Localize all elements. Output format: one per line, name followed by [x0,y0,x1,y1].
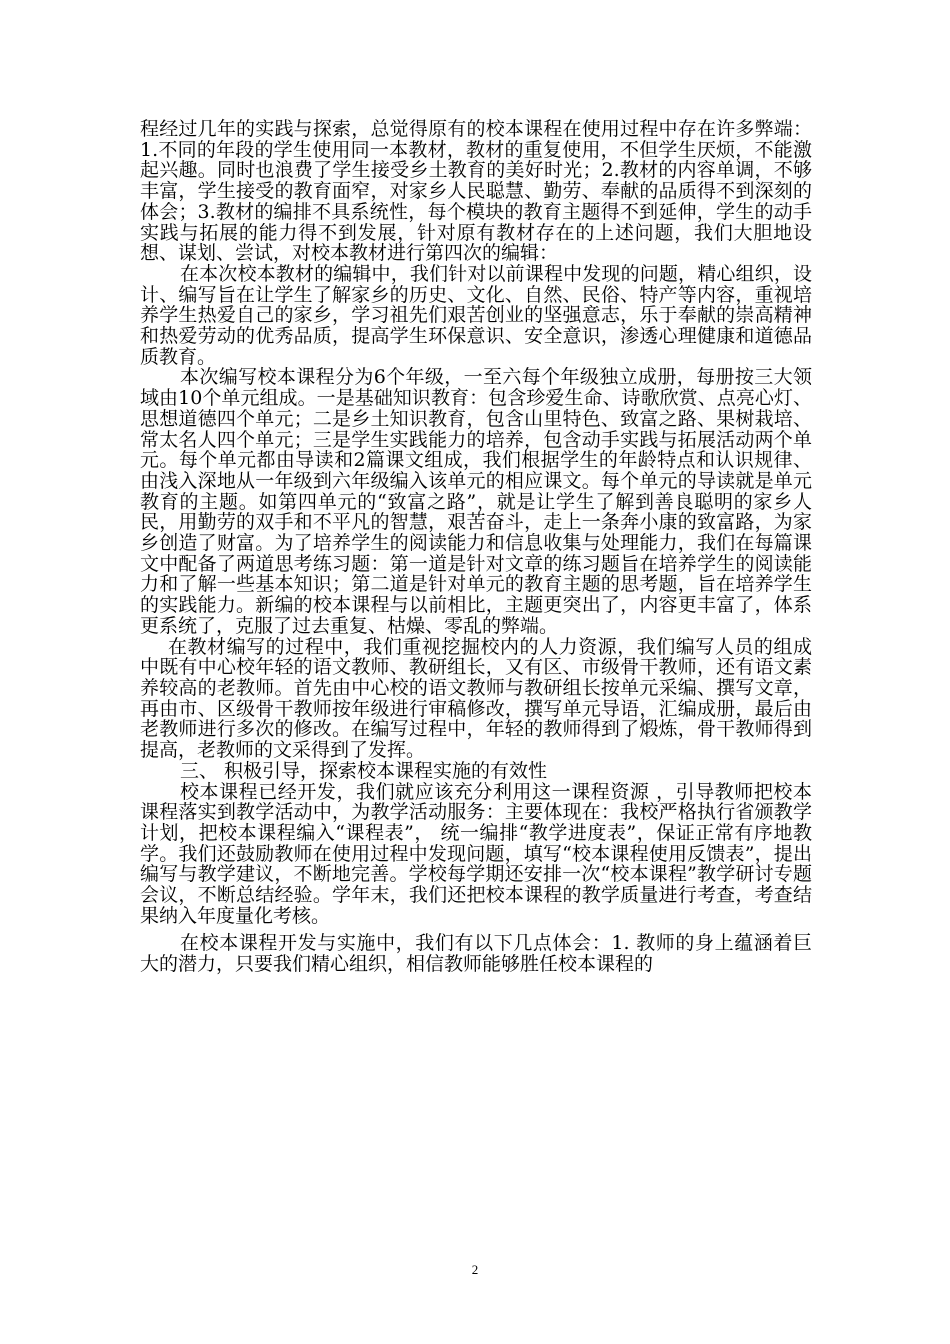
paragraph-editorial-team: 在教材编写的过程中，我们重视挖掘校内的人力资源，我们编写人员的组成中既有中心校年轻的语文教师、教研组长，又有区、市级骨干教师，还有语文素养较高的老教师。首先由中心校的语文教师与教研组长按单元采编、撰写文章，再由市、区级骨干教师按年级进行审稿修改，撰写单元导语，汇编成册，最后由老教师进行多次的修改。在编写过程中，年轻的教师得到了煅炼，骨干教师得到提高，老教师的文采得到了发挥。 [140,635,812,762]
paragraph-continuation: 程经过几年的实践与探索，总觉得原有的校本课程在使用过程中存在许多弊端：1.不同的年段的学生使用同一本教材，教材的重复使用，不但学生厌烦，不能激起兴趣。同时也浪费了学生接受乡土教育的美好时光；2.教材的内容单调，不够丰富，学生接受的教育面窄，对家乡人民聪慧、勤劳、奉献的品质得不到深刻的体会；3.教材的编排不具系统性，每个模块的教育主题得不到延伸，学生的动手实践与拓展的能力得不到发展，针对原有教材存在的上述问题，我们大胆地设想、谋划、尝试，对校本教材进行第四次的编辑： [140,118,812,265]
paragraph-textbook-editing: 在本次校本教材的编辑中，我们针对以前课程中发现的问题，精心组织，设计、编写旨在让学生了解家乡的历史、文化、自然、民俗、特产等内容，重视培养学生热爱自己的家乡，学习祖先们艰苦创业的坚强意志，乐于奉献的崇高精神和热爱劳动的优秀品质，提高学生环保意识、安全意识，渗透心理健康和道德品质教育。 [140,262,812,368]
document-body [140,119,812,975]
page-number: 2 [471,1262,479,1277]
paragraph-implementation: 校本课程已经开发，我们就应该充分利用这一课程资源 ，引导教师把校本课程落实到教学活动中，为教学活动服务：主要体现在：我校严格执行省颁教学计划，把校本课程编入“课程表”， 统一编排“教学进度表”，保证正常有序地教学。我们还鼓励教师在使用过程中发现问题，填写“校本课程使用反馈表”，提出编写与教学建议，不断地完善。学校每学期还安排一次“校本课程”教学研讨专题会议，不断总结经验。学年末，我们还把校本课程的教学质量进行考查，考查结果纳入年度量化考核。 [140,780,812,927]
paragraph-reflections: 在校本课程开发与实施中，我们有以下几点体会：1. 教师的身上蕴涵着巨大的潜力，只要我们精心组织，相信教师能够胜任校本课程的 [140,932,812,976]
paragraph-curriculum-structure: 本次编写校本课程分为6个年级，一至六每个年级独立成册，每册按三大领域由10个单元组成。一是基础知识教育：包含珍爱生命、诗歌欣赏、点亮心灯、思想道德四个单元；二是乡土知识教育，包含山里特色、致富之路、果树栽培、常太名人四个单元；三是学生实践能力的培养，包含动手实践与拓展活动两个单元。每个单元都由导读和2篇课文组成，我们根据学生的年龄特点和认识规律、由浅入深地从一年级到六年级编入该单元的相应课文。每个单元的导读就是单元教育的主题。如第四单元的“致富之路”，就是让学生了解到善良聪明的家乡人民，用勤劳的双手和不平凡的智慧，艰苦奋斗，走上一条奔小康的致富路，为家乡创造了财富。为了培养学生的阅读能力和信息收集与处理能力，我们在每篇课文中配备了两道思考练习题：第一道是针对文章的练习题旨在培养学生的阅读能力和了解一些基本知识；第二道是针对单元的教育主题的思考题，旨在培养学生的实践能力。新编的校本课程与以前相比，主题更突出了，内容更丰富了，体系更系统了，克服了过去重复、枯燥、零乱的弊端。 [140,366,812,637]
section-heading: 三、 积极引导，探索校本课程实施的有效性 [180,759,548,782]
